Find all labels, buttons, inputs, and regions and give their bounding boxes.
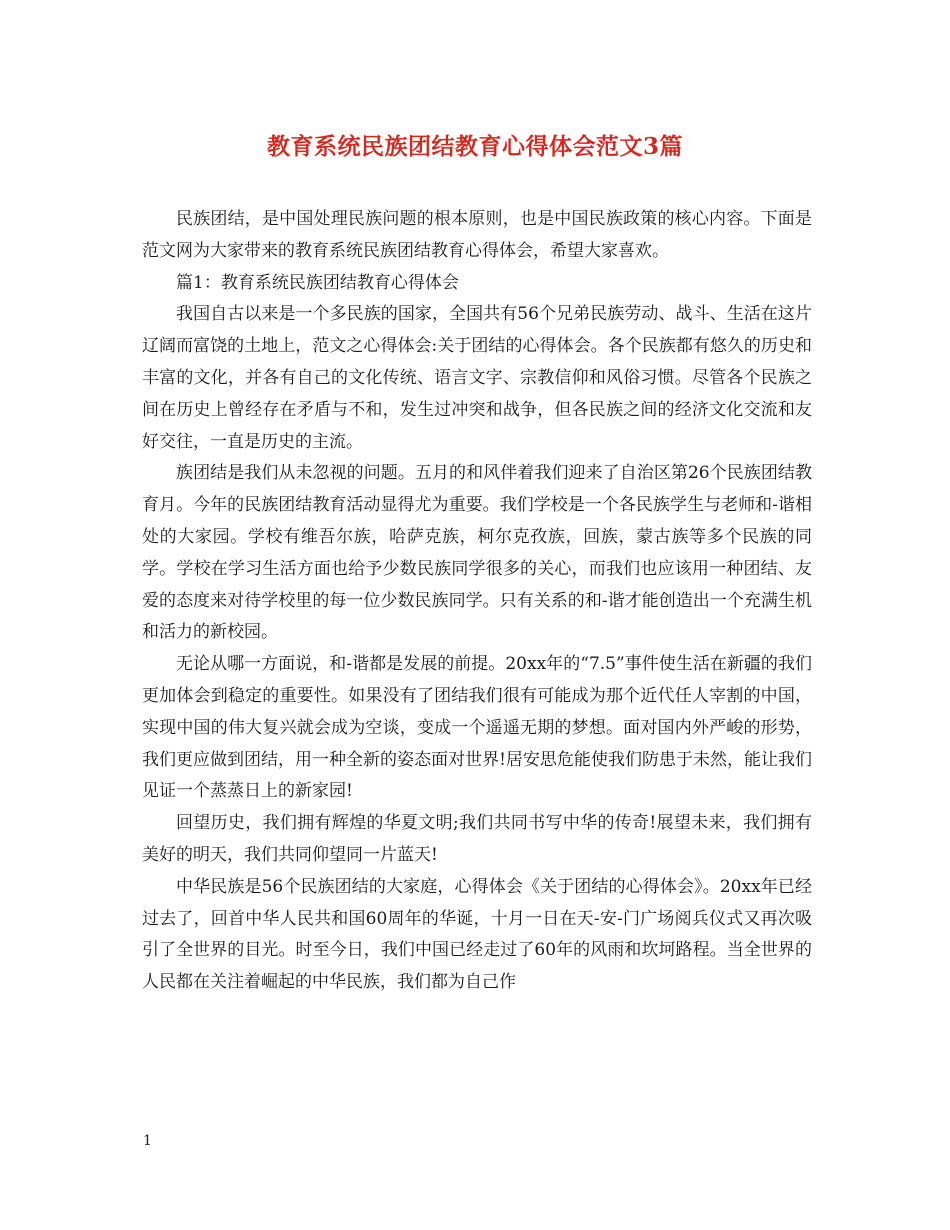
paragraph: 我国自古以来是一个多民族的国家，全国共有56个兄弟民族劳动、战斗、生活在这片辽阔而富饶的土地上，范文之心得体会:关于团结的心得体会。各个民族都有悠久的历史和丰富的文化，并各有自己的文化传统、语言文字、宗教信仰和风俗习惯。尽管各个民族之间在历史上曾经存在矛盾与不和，发生过冲突和战争，但各民族之间的经济文化交流和友好交往，一直是历史的主流。 xyxy=(142,304,812,452)
paragraph: 族团结是我们从未忽视的问题。五月的和风伴着我们迎来了自治区第26个民族团结教育月。今年的民族团结教育活动显得尤为重要。我们学校是一个各民族学生与老师和-谐相处的大家园。学校有维吾尔族，哈萨克族，柯尔克孜族，回族，蒙古族等多个民族的同学。学校在学习生活方面也给予少数民族同学很多的关心，而我们也应该用一种团结、友爱的态度来对待学校里的每一位少数民族同学。只有关系的和-谐才能创造出一个充满生机和活力的新校园。 xyxy=(142,463,812,643)
paragraph: 中华民族是56个民族团结的大家庭，心得体会《关于团结的心得体会》。20xx年已经过去了，回首中华人民共和国60周年的华诞，十月一日在天-安-门广场阅兵仪式又再次吸引了全世界的目光。时至今日，我们中国已经走过了60年的风雨和坎坷路程。当全世界的人民都在关注着崛起的中华民族，我们都为自己作 xyxy=(142,876,812,993)
paragraph-intro: 民族团结，是中国处理民族问题的根本原则，也是中国民族政策的核心内容。下面是范文网为大家带来的教育系统民族团结教育心得体会，希望大家喜欢。 xyxy=(142,209,812,261)
section-heading-1: 篇1：教育系统民族团结教育心得体会 xyxy=(176,272,459,293)
paragraph: 无论从哪一方面说，和-谐都是发展的前提。20xx年的“7.5”事件使生活在新疆的我们更加体会到稳定的重要性。如果没有了团结我们很有可能成为那个近代任人宰割的中国，实现中国的伟大复兴就会成为空谈，变成一个遥遥无期的梦想。面对国内外严峻的形势，我们更应做到团结，用一种全新的姿态面对世界!居安思危能使我们防患于未然，能让我们见证一个蒸蒸日上的新家园! xyxy=(142,654,812,802)
document-body xyxy=(142,204,812,999)
page-number: 1 xyxy=(143,1133,152,1149)
paragraph: 回望历史，我们拥有辉煌的华夏文明;我们共同书写中华的传奇!展望未来，我们拥有美好的明天，我们共同仰望同一片蓝天! xyxy=(142,813,812,865)
document-title: 教育系统民族团结教育心得体会范文3篇 xyxy=(266,133,683,160)
